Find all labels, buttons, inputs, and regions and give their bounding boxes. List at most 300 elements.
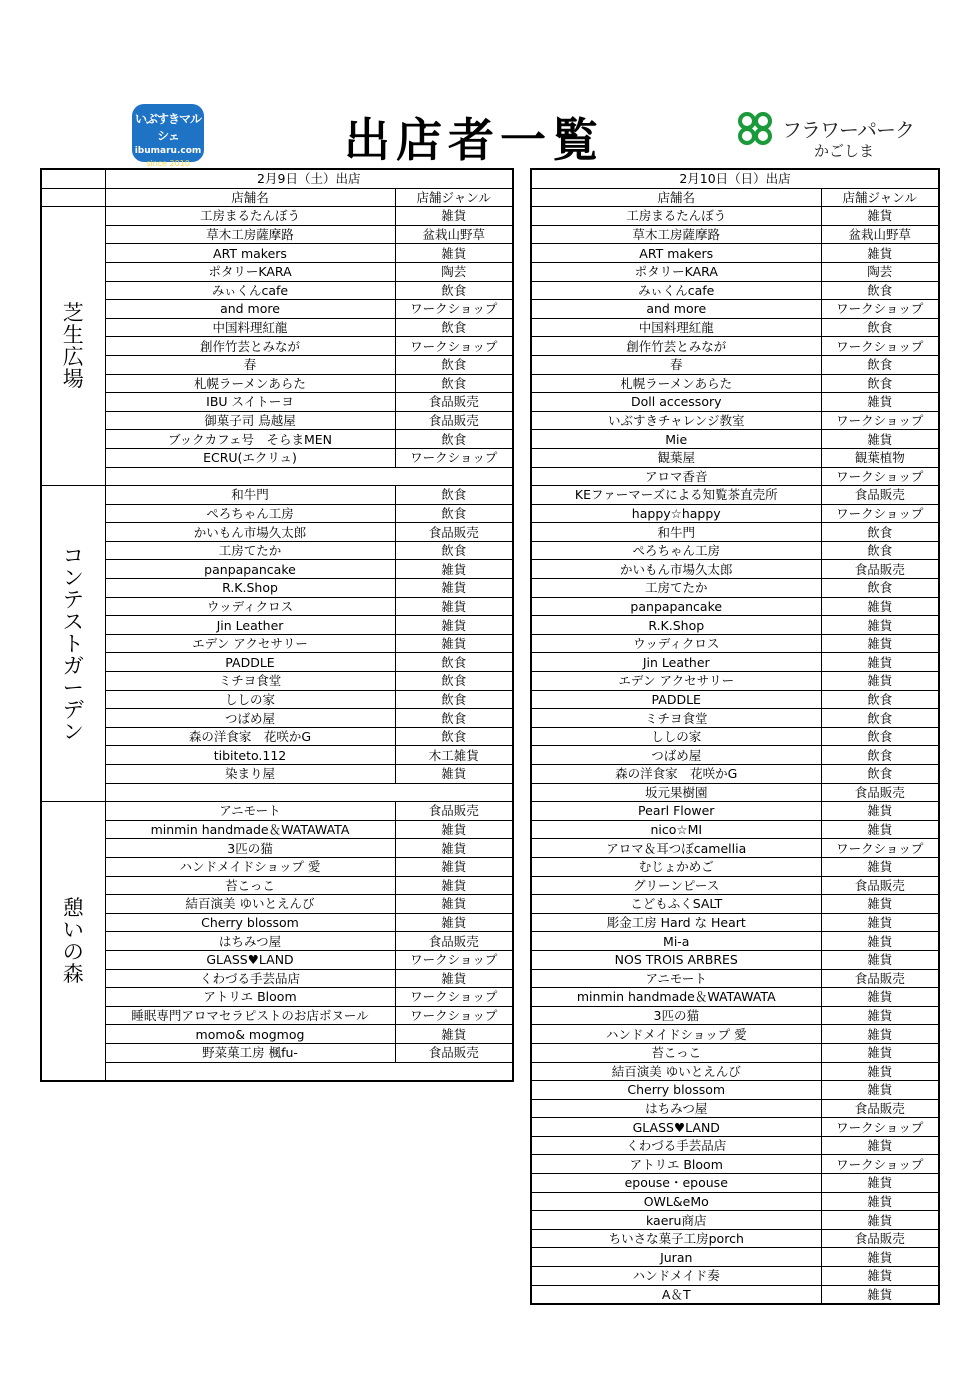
shop-genre: ワークショップ <box>395 988 513 1007</box>
table-row <box>531 244 939 263</box>
shop-genre: 食品販売 <box>395 802 513 821</box>
shop-name: かいもん市場久太郎 <box>531 560 821 579</box>
shop-name: いぶすきチャレンジ教室 <box>531 411 821 430</box>
table-row <box>41 969 513 988</box>
table-row <box>531 950 939 969</box>
table-row <box>41 895 513 914</box>
table-row <box>41 876 513 895</box>
shop-name: 染まり屋 <box>105 765 395 784</box>
shop-name: くわづる手芸品店 <box>531 1136 821 1155</box>
shop-genre: 雑貨 <box>821 932 939 951</box>
table-row <box>531 1267 939 1286</box>
shop-genre: 飲食 <box>395 504 513 523</box>
shop-name: 中国料理紅龍 <box>531 318 821 337</box>
date-row <box>41 169 513 188</box>
table-row <box>531 486 939 505</box>
shop-genre: 盆栽山野草 <box>395 225 513 244</box>
shop-name: 森の洋食家 花咲かG <box>105 727 395 746</box>
table-row <box>531 1211 939 1230</box>
shop-name: アニモート <box>531 969 821 988</box>
table-row <box>41 355 513 374</box>
shop-genre: ワークショップ <box>821 411 939 430</box>
shop-genre: 雑貨 <box>821 1192 939 1211</box>
table-row <box>531 207 939 226</box>
shop-name: アロマ香音 <box>531 467 821 486</box>
shop-genre: 雑貨 <box>821 988 939 1007</box>
table-row <box>531 913 939 932</box>
shop-genre: 飲食 <box>821 746 939 765</box>
shop-name: Cherry blossom <box>105 913 395 932</box>
table-row <box>41 913 513 932</box>
table-row <box>41 1025 513 1044</box>
table-row <box>531 355 939 374</box>
shop-genre: 飲食 <box>395 318 513 337</box>
shop-genre: ワークショップ <box>821 467 939 486</box>
shop-name: Jin Leather <box>105 616 395 635</box>
shop-name: ちいさな菓子工房porch <box>531 1229 821 1248</box>
shop-genre: 雑貨 <box>821 207 939 226</box>
table-row <box>41 1006 513 1025</box>
table-row <box>41 653 513 672</box>
shop-genre: 飲食 <box>395 709 513 728</box>
shop-name: IBU スイトーヨ <box>105 393 395 412</box>
shop-name: ハンドメイドショップ 愛 <box>105 857 395 876</box>
shop-name: GLASS♥LAND <box>531 1118 821 1137</box>
shop-genre: ワークショップ <box>821 839 939 858</box>
table-row <box>41 411 513 430</box>
shop-name: R.K.Shop <box>105 579 395 598</box>
shop-name: くわづる手芸品店 <box>105 969 395 988</box>
shop-name: ポタリーKARA <box>105 262 395 281</box>
table-row <box>531 448 939 467</box>
shop-name: PADDLE <box>531 690 821 709</box>
shop-name: ART makers <box>531 244 821 263</box>
shop-genre: 飲食 <box>821 579 939 598</box>
shop-name: and more <box>531 300 821 319</box>
shop-genre: ワークショップ <box>395 337 513 356</box>
shop-name: PADDLE <box>105 653 395 672</box>
shop-genre: 雑貨 <box>821 913 939 932</box>
shop-name: かいもん市場久太郎 <box>105 523 395 542</box>
table-row <box>531 541 939 560</box>
table-row <box>531 1081 939 1100</box>
logo-right-line2: かごしま <box>814 142 875 160</box>
shop-genre: 雑貨 <box>821 1006 939 1025</box>
logo-left-line1: いぶすきマルシェ <box>134 112 201 143</box>
shop-name: 苔こっこ <box>105 876 395 895</box>
table-row <box>531 895 939 914</box>
table-row <box>41 262 513 281</box>
shop-name: tibiteto.112 <box>105 746 395 765</box>
table-row <box>41 374 513 393</box>
table-row <box>41 839 513 858</box>
table-row <box>531 411 939 430</box>
shop-genre: 雑貨 <box>395 560 513 579</box>
shop-genre: 雑貨 <box>395 616 513 635</box>
shop-genre: 雑貨 <box>821 653 939 672</box>
shop-name: and more <box>105 300 395 319</box>
shop-name: 工房てたか <box>105 541 395 560</box>
table-row <box>531 1099 939 1118</box>
shop-genre: 飲食 <box>821 355 939 374</box>
shop-name: 創作竹芸とみなが <box>531 337 821 356</box>
table-row <box>41 709 513 728</box>
shop-name: ミチヨ食堂 <box>105 672 395 691</box>
shop-genre: 雑貨 <box>395 634 513 653</box>
table-row <box>531 1248 939 1267</box>
table-row <box>41 448 513 467</box>
table-row <box>531 634 939 653</box>
shop-genre: ワークショップ <box>821 504 939 523</box>
shop-genre: ワークショップ <box>821 300 939 319</box>
table-row <box>41 504 513 523</box>
table-row <box>531 318 939 337</box>
shop-name: Doll accessory <box>531 393 821 412</box>
table-row <box>531 653 939 672</box>
col-genre-header: 店舗ジャンル <box>395 188 513 207</box>
shop-genre: 飲食 <box>395 690 513 709</box>
shop-genre: 雑貨 <box>395 765 513 784</box>
section-label: 芝生広場 <box>62 301 84 392</box>
table-row <box>41 746 513 765</box>
shop-name: エデン アクセサリー <box>105 634 395 653</box>
shop-name: 観葉屋 <box>531 448 821 467</box>
table-row <box>531 504 939 523</box>
shop-genre: 食品販売 <box>821 1229 939 1248</box>
table-row <box>531 746 939 765</box>
shop-name: R.K.Shop <box>531 616 821 635</box>
shop-name: 札幌ラーメンあらた <box>105 374 395 393</box>
table-row <box>41 300 513 319</box>
table-row <box>531 969 939 988</box>
shop-name: 工房まるたんぼう <box>105 207 395 226</box>
page-header <box>0 0 980 168</box>
date-header: 2月10日（日）出店 <box>531 169 939 188</box>
table-row <box>41 597 513 616</box>
table-row <box>531 727 939 746</box>
shop-genre: 飲食 <box>821 281 939 300</box>
shop-name: Mie <box>531 430 821 449</box>
shop-genre: 飲食 <box>821 690 939 709</box>
date-row <box>531 169 939 188</box>
shop-genre: 飲食 <box>821 318 939 337</box>
table-row <box>41 950 513 969</box>
table-row <box>531 839 939 858</box>
column-header-row <box>531 188 939 207</box>
shop-genre: 陶芸 <box>395 262 513 281</box>
table-row <box>41 765 513 784</box>
table-row <box>41 486 513 505</box>
shop-name: 創作竹芸とみなが <box>105 337 395 356</box>
table-row <box>41 672 513 691</box>
shop-genre: 雑貨 <box>821 1025 939 1044</box>
shop-name: 中国料理紅龍 <box>105 318 395 337</box>
shop-name: はちみつ屋 <box>531 1099 821 1118</box>
table-row <box>41 523 513 542</box>
table-row <box>531 1155 939 1174</box>
table-row <box>531 1192 939 1211</box>
table-row <box>531 374 939 393</box>
date-header: 2月9日（土）出店 <box>105 169 513 188</box>
table-row <box>531 1174 939 1193</box>
shop-name: ハンドメイド奏 <box>531 1267 821 1286</box>
shop-genre: 観葉植物 <box>821 448 939 467</box>
shop-name: みぃくんcafe <box>105 281 395 300</box>
table-row <box>531 467 939 486</box>
shop-name: ししの家 <box>531 727 821 746</box>
shop-name: momo& mogmog <box>105 1025 395 1044</box>
shop-name: happy☆happy <box>531 504 821 523</box>
shop-genre: ワークショップ <box>395 448 513 467</box>
shop-name: 工房まるたんぼう <box>531 207 821 226</box>
shop-genre: 飲食 <box>821 523 939 542</box>
table-row <box>531 1062 939 1081</box>
table-row <box>531 1118 939 1137</box>
shop-name: アロマ＆耳つぼcamellia <box>531 839 821 858</box>
shop-genre: 雑貨 <box>821 634 939 653</box>
shop-name: kaeru商店 <box>531 1211 821 1230</box>
shop-name: 睡眠専門アロマセラピストのお店ボヌール <box>105 1006 395 1025</box>
col-name-header: 店舗名 <box>531 188 821 207</box>
shop-genre: 飲食 <box>395 486 513 505</box>
table-row <box>531 300 939 319</box>
shop-genre: ワークショップ <box>395 1006 513 1025</box>
section-label-cell <box>41 486 105 802</box>
shop-genre: 食品販売 <box>395 393 513 412</box>
logo-left-line2: ibumaru.com <box>134 146 202 156</box>
table-row <box>531 597 939 616</box>
shop-genre: 飲食 <box>395 281 513 300</box>
table-row <box>41 932 513 951</box>
table-row <box>41 207 513 226</box>
shop-genre: 雑貨 <box>821 1136 939 1155</box>
shop-genre: 雑貨 <box>821 1062 939 1081</box>
shop-name: Juran <box>531 1248 821 1267</box>
shop-name: ぺろちゃん工房 <box>531 541 821 560</box>
shop-genre: 食品販売 <box>395 523 513 542</box>
shop-name: みぃくんcafe <box>531 281 821 300</box>
shop-genre: 雑貨 <box>821 616 939 635</box>
shop-genre: 雑貨 <box>821 597 939 616</box>
shop-name: むじょかめご <box>531 857 821 876</box>
table-row <box>531 802 939 821</box>
shop-name: ぺろちゃん工房 <box>105 504 395 523</box>
shop-genre: 雑貨 <box>395 969 513 988</box>
shop-genre: 雑貨 <box>395 207 513 226</box>
table-row <box>531 1285 939 1304</box>
shop-genre: 雑貨 <box>395 820 513 839</box>
shop-name: minmin handmade＆WATAWATA <box>105 820 395 839</box>
shop-genre: 盆栽山野草 <box>821 225 939 244</box>
shop-name: 3匹の猫 <box>531 1006 821 1025</box>
shop-name: OWL&eMo <box>531 1192 821 1211</box>
shop-genre: 飲食 <box>395 355 513 374</box>
shop-genre: 雑貨 <box>395 895 513 914</box>
table-row <box>41 616 513 635</box>
shop-genre: 雑貨 <box>821 950 939 969</box>
shop-name: グリーンピース <box>531 876 821 895</box>
table-row <box>531 616 939 635</box>
table-row <box>41 802 513 821</box>
table-row <box>531 1136 939 1155</box>
table-row <box>531 579 939 598</box>
shop-genre: 木工雑貨 <box>395 746 513 765</box>
shop-name: つばめ屋 <box>105 709 395 728</box>
shop-genre: 雑貨 <box>395 876 513 895</box>
shop-genre: 飲食 <box>821 541 939 560</box>
table-row <box>531 262 939 281</box>
shop-name: 草木工房薩摩路 <box>105 225 395 244</box>
shop-genre: 雑貨 <box>821 1267 939 1286</box>
shop-name: Mi-a <box>531 932 821 951</box>
shop-name: こどもふくSALT <box>531 895 821 914</box>
table-row <box>531 281 939 300</box>
shop-genre: 雑貨 <box>395 597 513 616</box>
col-name-header: 店舗名 <box>105 188 395 207</box>
shop-genre: 食品販売 <box>395 932 513 951</box>
shop-genre: 飲食 <box>821 765 939 784</box>
table-row <box>531 820 939 839</box>
left-table-wrap <box>40 168 514 1082</box>
shop-genre: 雑貨 <box>821 1248 939 1267</box>
shop-genre: 雑貨 <box>821 672 939 691</box>
table-row <box>531 857 939 876</box>
table-row <box>41 244 513 263</box>
shop-name: アトリエ Bloom <box>105 988 395 1007</box>
page-title: 出店者一覧 <box>344 113 604 167</box>
shop-name: Cherry blossom <box>531 1081 821 1100</box>
right-table-wrap <box>530 168 940 1305</box>
table-row <box>41 281 513 300</box>
shop-name: 彫金工房 Hard な Heart <box>531 913 821 932</box>
table-row <box>41 1043 513 1062</box>
shop-genre: 飲食 <box>395 541 513 560</box>
shop-name: エデン アクセサリー <box>531 672 821 691</box>
section-label-cell <box>41 802 105 1081</box>
shop-name: 春 <box>105 355 395 374</box>
shop-genre: 飲食 <box>821 374 939 393</box>
corner-cell <box>41 169 105 188</box>
shop-genre: 雑貨 <box>395 839 513 858</box>
shop-genre: 食品販売 <box>821 1099 939 1118</box>
shop-genre: 飲食 <box>395 727 513 746</box>
shop-name: ハンドメイドショップ 愛 <box>531 1025 821 1044</box>
shop-name: epouse・epouse <box>531 1174 821 1193</box>
shop-genre: 食品販売 <box>821 876 939 895</box>
shop-genre: 雑貨 <box>821 1174 939 1193</box>
table-row <box>531 523 939 542</box>
shop-name: ししの家 <box>105 690 395 709</box>
shop-name: ウッディクロス <box>105 597 395 616</box>
shop-name: ブックカフェ号 そらまMEN <box>105 430 395 449</box>
shop-name: 3匹の猫 <box>105 839 395 858</box>
shop-genre: ワークショップ <box>821 1155 939 1174</box>
shop-name: ポタリーKARA <box>531 262 821 281</box>
table-row <box>531 765 939 784</box>
shop-genre: 飲食 <box>821 727 939 746</box>
table-row <box>41 857 513 876</box>
empty-block <box>105 467 513 486</box>
table-row <box>41 579 513 598</box>
shop-genre: 食品販売 <box>395 1043 513 1062</box>
table-row <box>531 1006 939 1025</box>
shop-name: 坂元果樹園 <box>531 783 821 802</box>
shop-genre: 雑貨 <box>821 244 939 263</box>
table-row <box>41 337 513 356</box>
shop-genre: ワークショップ <box>395 950 513 969</box>
table-row <box>531 337 939 356</box>
section-label: コンテストガーデン <box>62 543 84 744</box>
shop-name: GLASS♥LAND <box>105 950 395 969</box>
shop-name: ECRU(エクリュ) <box>105 448 395 467</box>
shop-genre: 食品販売 <box>821 486 939 505</box>
flower-park-logo <box>736 110 946 162</box>
table-row <box>41 690 513 709</box>
table-row <box>531 560 939 579</box>
table-row <box>41 727 513 746</box>
shop-genre: 食品販売 <box>821 969 939 988</box>
shop-name: ART makers <box>105 244 395 263</box>
shop-genre: 食品販売 <box>821 560 939 579</box>
table-row <box>531 1229 939 1248</box>
table-row <box>531 932 939 951</box>
table-row <box>531 690 939 709</box>
logo-right-line1: フラワーパーク <box>782 118 914 142</box>
shop-name: 春 <box>531 355 821 374</box>
table-row <box>41 988 513 1007</box>
shop-genre: 飲食 <box>395 653 513 672</box>
ibumaru-logo <box>134 106 202 168</box>
shop-genre: 飲食 <box>395 672 513 691</box>
shop-name: 和牛門 <box>531 523 821 542</box>
shop-name: アトリエ Bloom <box>531 1155 821 1174</box>
shop-genre: 雑貨 <box>821 1043 939 1062</box>
shop-name: 和牛門 <box>105 486 395 505</box>
shop-genre: 雑貨 <box>821 857 939 876</box>
shop-genre: 雑貨 <box>821 895 939 914</box>
table-row <box>41 225 513 244</box>
shop-name: 結百演美 ゆいとえんび <box>105 895 395 914</box>
shop-genre: 雑貨 <box>821 820 939 839</box>
shop-name: 野菜菓工房 楓fu- <box>105 1043 395 1062</box>
left-exhibitor-table <box>40 168 514 1082</box>
shop-genre: 食品販売 <box>395 411 513 430</box>
clover-icon <box>736 112 776 146</box>
table-row <box>531 672 939 691</box>
shop-genre: 食品販売 <box>821 783 939 802</box>
column-header-row <box>41 188 513 207</box>
table-row <box>531 1043 939 1062</box>
shop-name: Pearl Flower <box>531 802 821 821</box>
shop-name: 結百演美 ゆいとえんび <box>531 1062 821 1081</box>
shop-genre: 雑貨 <box>821 1081 939 1100</box>
shop-genre: 雑貨 <box>821 393 939 412</box>
shop-genre: 雑貨 <box>821 430 939 449</box>
shop-name: 草木工房薩摩路 <box>531 225 821 244</box>
shop-name: はちみつ屋 <box>105 932 395 951</box>
table-row <box>531 225 939 244</box>
shop-genre: ワークショップ <box>821 1118 939 1137</box>
shop-name: nico☆MI <box>531 820 821 839</box>
shop-name: panpapancake <box>531 597 821 616</box>
shop-name: minmin handmade＆WATAWATA <box>531 988 821 1007</box>
shop-genre: 雑貨 <box>395 244 513 263</box>
table-row <box>41 634 513 653</box>
shop-name: ウッディクロス <box>531 634 821 653</box>
shop-genre: ワークショップ <box>821 337 939 356</box>
shop-genre: 飲食 <box>395 430 513 449</box>
logo-left-line3: since 2010 <box>146 159 190 168</box>
